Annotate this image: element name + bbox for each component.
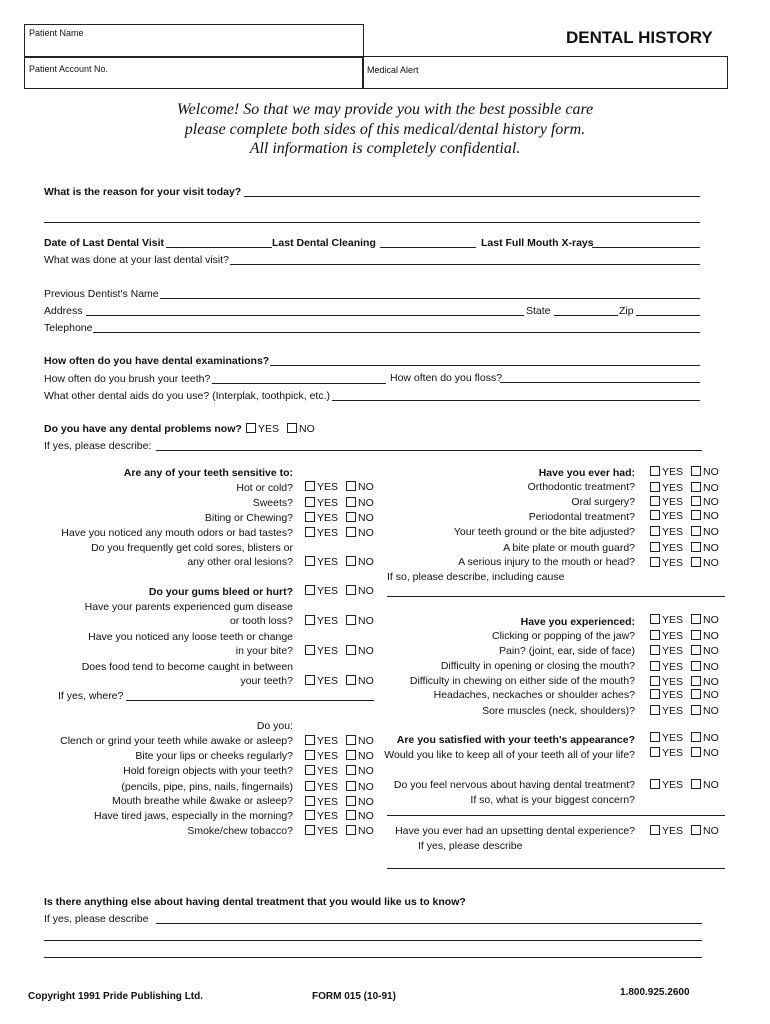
q-keep: Would you like to keep all of your teeth all of your life? [384,749,635,761]
yes-text: YES [662,645,684,657]
q-difficulty-chew: Difficulty in chewing on either side of the mouth? [409,675,635,687]
no-checkbox[interactable] [691,466,701,476]
yes-text: YES [662,705,684,717]
q-biting: Biting or Chewing? [204,512,293,524]
yes-checkbox[interactable] [305,750,315,760]
prev-dentist-label: Previous Dentist's Name [44,288,159,300]
yn-breathe[interactable] [305,796,374,808]
yes-text: YES [662,825,684,837]
welcome-line-1: Welcome! So that we may provide you with the best possible care [176,101,594,118]
q-difficulty-open: Difficulty in opening or closing the mouth? [440,660,635,672]
no-checkbox[interactable] [346,527,356,537]
yn-food[interactable] [305,675,374,687]
yes-checkbox[interactable] [305,735,315,745]
welcome-line-2: please complete both sides of this medical/dental history form. [184,121,586,138]
yn-injury[interactable] [650,557,719,569]
last-cleaning-label: Last Dental Cleaning [272,237,376,249]
yes-text: YES [662,689,684,701]
yes-checkbox[interactable] [650,689,660,699]
describe-cause-line[interactable] [387,596,725,597]
yes-checkbox[interactable] [650,705,660,715]
sensitive-heading: Are any of your teeth sensitive to: [123,467,293,479]
no-text: NO [358,645,374,657]
yn-difficulty-open[interactable] [650,661,719,673]
yes-checkbox[interactable] [305,512,315,522]
exams-line[interactable] [270,365,700,366]
q-sores-2: any other oral lesions? [187,556,293,568]
exams-label: How often do you have dental examinations? [44,355,270,367]
q-concern: If so, what is your biggest concern? [470,794,635,806]
no-text: NO [358,556,374,568]
reason-line-2[interactable] [44,222,700,223]
no-checkbox[interactable] [346,825,356,835]
problems-yes-no[interactable] [246,423,315,435]
q-pain: Pain? (joint, ear, side of face) [499,645,635,657]
yes-checkbox[interactable] [305,615,315,625]
state-label: State [526,305,551,317]
yes-checkbox[interactable] [305,781,315,791]
no-text: NO [358,585,374,597]
q-perio: Periodontal treatment? [528,511,635,523]
yn-hot-cold[interactable] [305,481,374,493]
yes-text: YES [662,747,684,759]
yes-text: YES [317,765,339,777]
q-parents-2: or tooth loss? [229,615,293,627]
describe-cause-label: If so, please describe, including cause [387,571,565,583]
q-nervous: Do you feel nervous about having dental treatment? [393,779,635,791]
yn-biting[interactable] [305,512,374,524]
yn-headaches[interactable] [650,689,719,701]
yes-text: YES [662,466,684,478]
yes-checkbox[interactable] [650,676,660,686]
no-text: NO [703,466,719,478]
yn-oral-surgery[interactable] [650,496,719,508]
yn-satisfied[interactable] [650,732,719,744]
no-text: NO [703,542,719,554]
no-text: NO [703,614,719,626]
yes-checkbox[interactable] [650,779,660,789]
no-text: NO [358,615,374,627]
yn-ever-had[interactable] [650,466,719,478]
yes-checkbox[interactable] [305,556,315,566]
medical-alert-box[interactable] [362,56,728,89]
q-oral-surgery: Oral surgery? [571,496,635,508]
yes-text: YES [317,615,339,627]
yes-text: YES [317,735,339,747]
address-line[interactable] [86,315,524,316]
brush-label: How often do you brush your teeth? [44,373,211,385]
no-checkbox[interactable] [691,825,701,835]
medical-alert-label: Medical Alert [367,65,419,75]
prev-dentist-line[interactable] [160,298,700,299]
last-visit-line[interactable] [166,247,272,248]
no-checkbox[interactable] [346,645,356,655]
q-bite-lips: Bite your lips or cheeks regularly? [135,750,293,762]
yes-text: YES [317,750,339,762]
no-checkbox[interactable] [346,781,356,791]
last-xrays-label: Last Full Mouth X-rays [481,237,594,249]
no-checkbox[interactable] [287,423,297,433]
yes-checkbox[interactable] [650,614,660,624]
no-text: NO [703,557,719,569]
account-label: Patient Account No. [29,64,109,74]
q-satisfied: Are you satisfied with your teeth's appearance? [396,734,635,746]
yes-text: YES [662,496,684,508]
no-checkbox[interactable] [691,542,701,552]
yes-text: YES [662,661,684,673]
q-sores-1: Do you frequently get cold sores, blisters or [91,542,293,554]
yes-checkbox[interactable] [650,732,660,742]
no-text: NO [358,796,374,808]
address-label: Address [44,305,83,317]
no-checkbox[interactable] [346,750,356,760]
yn-nervous[interactable] [650,779,719,791]
yes-text: YES [662,510,684,522]
final-line-2[interactable] [44,940,702,941]
yes-text: YES [317,675,339,687]
yn-tired[interactable] [305,810,374,822]
yn-upsetting[interactable] [650,825,719,837]
yes-checkbox[interactable] [305,497,315,507]
yes-text: YES [662,482,684,494]
problems-describe-line[interactable] [156,450,702,451]
yn-clicking[interactable] [650,630,719,642]
no-checkbox[interactable] [346,735,356,745]
yes-checkbox[interactable] [650,526,660,536]
q-hold-2: (pencils, pipe, pins, nails, fingernails) [121,781,293,793]
q-tired: Have tired jaws, especially in the morning? [93,810,293,822]
yes-checkbox[interactable] [650,496,660,506]
patient-name-label: Patient Name [29,28,84,38]
yes-checkbox[interactable] [650,482,660,492]
yes-checkbox[interactable] [650,661,660,671]
no-text: NO [358,750,374,762]
yn-experienced[interactable] [650,614,719,626]
yn-bite-lips[interactable] [305,750,374,762]
no-checkbox[interactable] [346,481,356,491]
no-checkbox[interactable] [691,645,701,655]
aids-line[interactable] [332,400,700,401]
where-label: If yes, where? [58,690,124,702]
no-text: NO [703,732,719,744]
no-checkbox[interactable] [691,496,701,506]
yn-ortho[interactable] [650,482,719,494]
q-parents-1: Have your parents experienced gum disease [84,601,293,613]
yn-keep[interactable] [650,747,719,759]
no-text: NO [358,527,374,539]
q-ortho: Orthodontic treatment? [527,481,635,493]
no-checkbox[interactable] [691,747,701,757]
no-text: NO [703,526,719,538]
no-checkbox[interactable] [691,482,701,492]
account-box[interactable] [24,56,364,89]
yes-checkbox[interactable] [650,542,660,552]
q-gums: Do your gums bleed or hurt? [148,586,293,598]
no-text: NO [703,510,719,522]
yes-text: YES [317,497,339,509]
yn-difficulty-chew[interactable] [650,676,719,688]
no-text: NO [358,481,374,493]
q-odors: Have you noticed any mouth odors or bad tastes? [61,527,293,539]
no-text: NO [703,676,719,688]
no-text: NO [358,497,374,509]
where-line[interactable] [126,700,374,701]
no-checkbox[interactable] [346,556,356,566]
yes-checkbox[interactable] [305,481,315,491]
doyou-heading: Do you: [256,720,293,732]
yes-checkbox[interactable] [650,557,660,567]
no-text: NO [703,645,719,657]
no-checkbox[interactable] [346,512,356,522]
no-text: NO [703,747,719,759]
q-hold-1: Hold foreign objects with your teeth? [123,765,293,777]
no-checkbox[interactable] [691,661,701,671]
q-food-1: Does food tend to become caught in between [81,661,293,673]
yes-text: YES [317,481,339,493]
final-line-3[interactable] [44,957,702,958]
reason-line[interactable] [244,196,700,197]
yn-sore-muscles[interactable] [650,705,719,717]
yes-text: YES [662,779,684,791]
no-checkbox[interactable] [346,615,356,625]
yes-checkbox[interactable] [650,466,660,476]
yes-text: YES [662,614,684,626]
done-last-line[interactable] [230,264,700,265]
yn-hold-2[interactable] [305,781,374,793]
yn-perio[interactable] [650,510,719,522]
q-ground: Your teeth ground or the bite adjusted? [453,526,635,538]
form-number: FORM 015 (10-91) [312,991,396,1002]
no-text: NO [703,779,719,791]
done-last-label: What was done at your last dental visit? [44,254,230,266]
no-text: NO [358,825,374,837]
yes-text: YES [317,796,339,808]
no-checkbox[interactable] [346,675,356,685]
final-describe-line[interactable] [156,923,702,924]
q-headaches: Headaches, neckaches or shoulder aches? [433,689,635,701]
copyright: Copyright 1991 Pride Publishing Ltd. [28,991,204,1002]
yes-checkbox[interactable] [650,510,660,520]
q-breathe: Mouth breathe while &wake or asleep? [112,795,293,807]
yn-sores[interactable] [305,556,374,568]
yn-gums[interactable] [305,585,374,597]
q-upsetting: Have you ever had an upsetting dental experience? [395,825,635,837]
state-line[interactable] [554,315,618,316]
yes-checkbox[interactable] [305,585,315,595]
patient-name-box[interactable] [24,24,364,58]
problems-label: Do you have any dental problems now? [44,423,242,435]
upsetting-describe-line[interactable] [387,868,725,869]
no-checkbox[interactable] [691,732,701,742]
q-sore-muscles: Sore muscles (neck, shoulders)? [482,705,635,717]
no-checkbox[interactable] [346,810,356,820]
no-checkbox[interactable] [346,796,356,806]
q-loose-2: in your bite? [235,645,293,657]
yn-loose[interactable] [305,645,374,657]
no-text: NO [358,512,374,524]
floss-label: How often do you floss? [390,372,503,384]
no-text: NO [299,423,315,435]
no-checkbox[interactable] [691,526,701,536]
no-checkbox[interactable] [691,557,701,567]
yes-text: YES [662,732,684,744]
yes-checkbox[interactable] [650,825,660,835]
no-checkbox[interactable] [691,689,701,699]
yes-checkbox[interactable] [650,747,660,757]
yes-checkbox[interactable] [650,630,660,640]
no-text: NO [358,735,374,747]
yes-checkbox[interactable] [305,645,315,655]
no-text: NO [703,630,719,642]
telephone-line[interactable] [93,332,700,333]
yes-checkbox[interactable] [305,810,315,820]
yes-text: YES [662,542,684,554]
reason-label: What is the reason for your visit today? [44,186,242,198]
yes-text: YES [258,423,280,435]
yes-text: YES [317,781,339,793]
telephone-label: Telephone [44,322,93,334]
final-question: Is there anything else about having dental treatment that you would like us to know? [44,896,466,908]
please-describe-label: If yes, please describe [418,840,523,852]
no-text: NO [358,781,374,793]
yes-checkbox[interactable] [305,675,315,685]
yes-text: YES [317,527,339,539]
yn-plate[interactable] [650,542,719,554]
no-checkbox[interactable] [691,510,701,520]
brush-line[interactable] [212,383,386,384]
yn-smoke[interactable] [305,825,374,837]
yes-checkbox[interactable] [305,796,315,806]
last-xrays-line[interactable] [592,247,700,248]
q-sweets: Sweets? [252,497,293,509]
yes-text: YES [317,645,339,657]
yn-ground[interactable] [650,526,719,538]
yn-hold[interactable] [305,765,374,777]
q-hot-cold: Hot or cold? [236,482,293,494]
yes-text: YES [317,585,339,597]
yn-sweets[interactable] [305,497,374,509]
no-checkbox[interactable] [691,630,701,640]
no-checkbox[interactable] [691,676,701,686]
q-injury: A serious injury to the mouth or head? [458,556,635,568]
yes-checkbox[interactable] [305,765,315,775]
yn-clench[interactable] [305,735,374,747]
yn-pain[interactable] [650,645,719,657]
no-checkbox[interactable] [346,585,356,595]
experienced-heading: Have you experienced: [520,616,635,628]
yes-text: YES [662,676,684,688]
ever-had-heading: Have you ever had: [538,467,635,479]
no-text: NO [703,705,719,717]
last-cleaning-line[interactable] [380,247,476,248]
q-smoke: Smoke/chew tobacco? [187,825,293,837]
no-text: NO [358,810,374,822]
q-loose-1: Have you noticed any loose teeth or change [88,631,293,643]
yes-checkbox[interactable] [650,645,660,655]
q-clench: Clench or grind your teeth while awake or asleep? [60,735,293,747]
no-text: NO [358,765,374,777]
phone-number: 1.800.925.2600 [620,987,690,998]
yes-text: YES [662,557,684,569]
q-clicking: Clicking or popping of the jaw? [491,630,635,642]
aids-label: What other dental aids do you use? (Interplak, toothpick, etc.) [44,390,330,402]
no-checkbox[interactable] [691,779,701,789]
no-text: NO [358,675,374,687]
yes-checkbox[interactable] [305,527,315,537]
q-food-2: your teeth? [240,675,293,687]
zip-label: Zip [619,305,634,317]
concern-line[interactable] [387,815,725,816]
q-plate: A bite plate or mouth guard? [503,542,635,554]
yn-odors[interactable] [305,527,374,539]
yes-text: YES [662,526,684,538]
welcome-line-3: All information is completely confidential. [249,140,521,157]
yes-text: YES [317,512,339,524]
yes-text: YES [317,825,339,837]
no-text: NO [703,482,719,494]
no-checkbox[interactable] [346,765,356,775]
no-checkbox[interactable] [346,497,356,507]
no-checkbox[interactable] [691,614,701,624]
yes-text: YES [317,556,339,568]
yes-checkbox[interactable] [246,423,256,433]
form-title: DENTAL HISTORY [566,28,713,47]
no-text: NO [703,689,719,701]
problems-describe-label: If yes, please describe: [44,440,152,452]
final-describe-label: If yes, please describe [44,913,149,925]
no-text: NO [703,496,719,508]
zip-line[interactable] [636,315,700,316]
no-text: NO [703,825,719,837]
yes-text: YES [662,630,684,642]
yes-checkbox[interactable] [305,825,315,835]
last-visit-label: Date of Last Dental Visit [44,237,165,249]
yn-parents[interactable] [305,615,374,627]
floss-line[interactable] [500,382,700,383]
no-text: NO [703,661,719,673]
no-checkbox[interactable] [691,705,701,715]
yes-text: YES [317,810,339,822]
